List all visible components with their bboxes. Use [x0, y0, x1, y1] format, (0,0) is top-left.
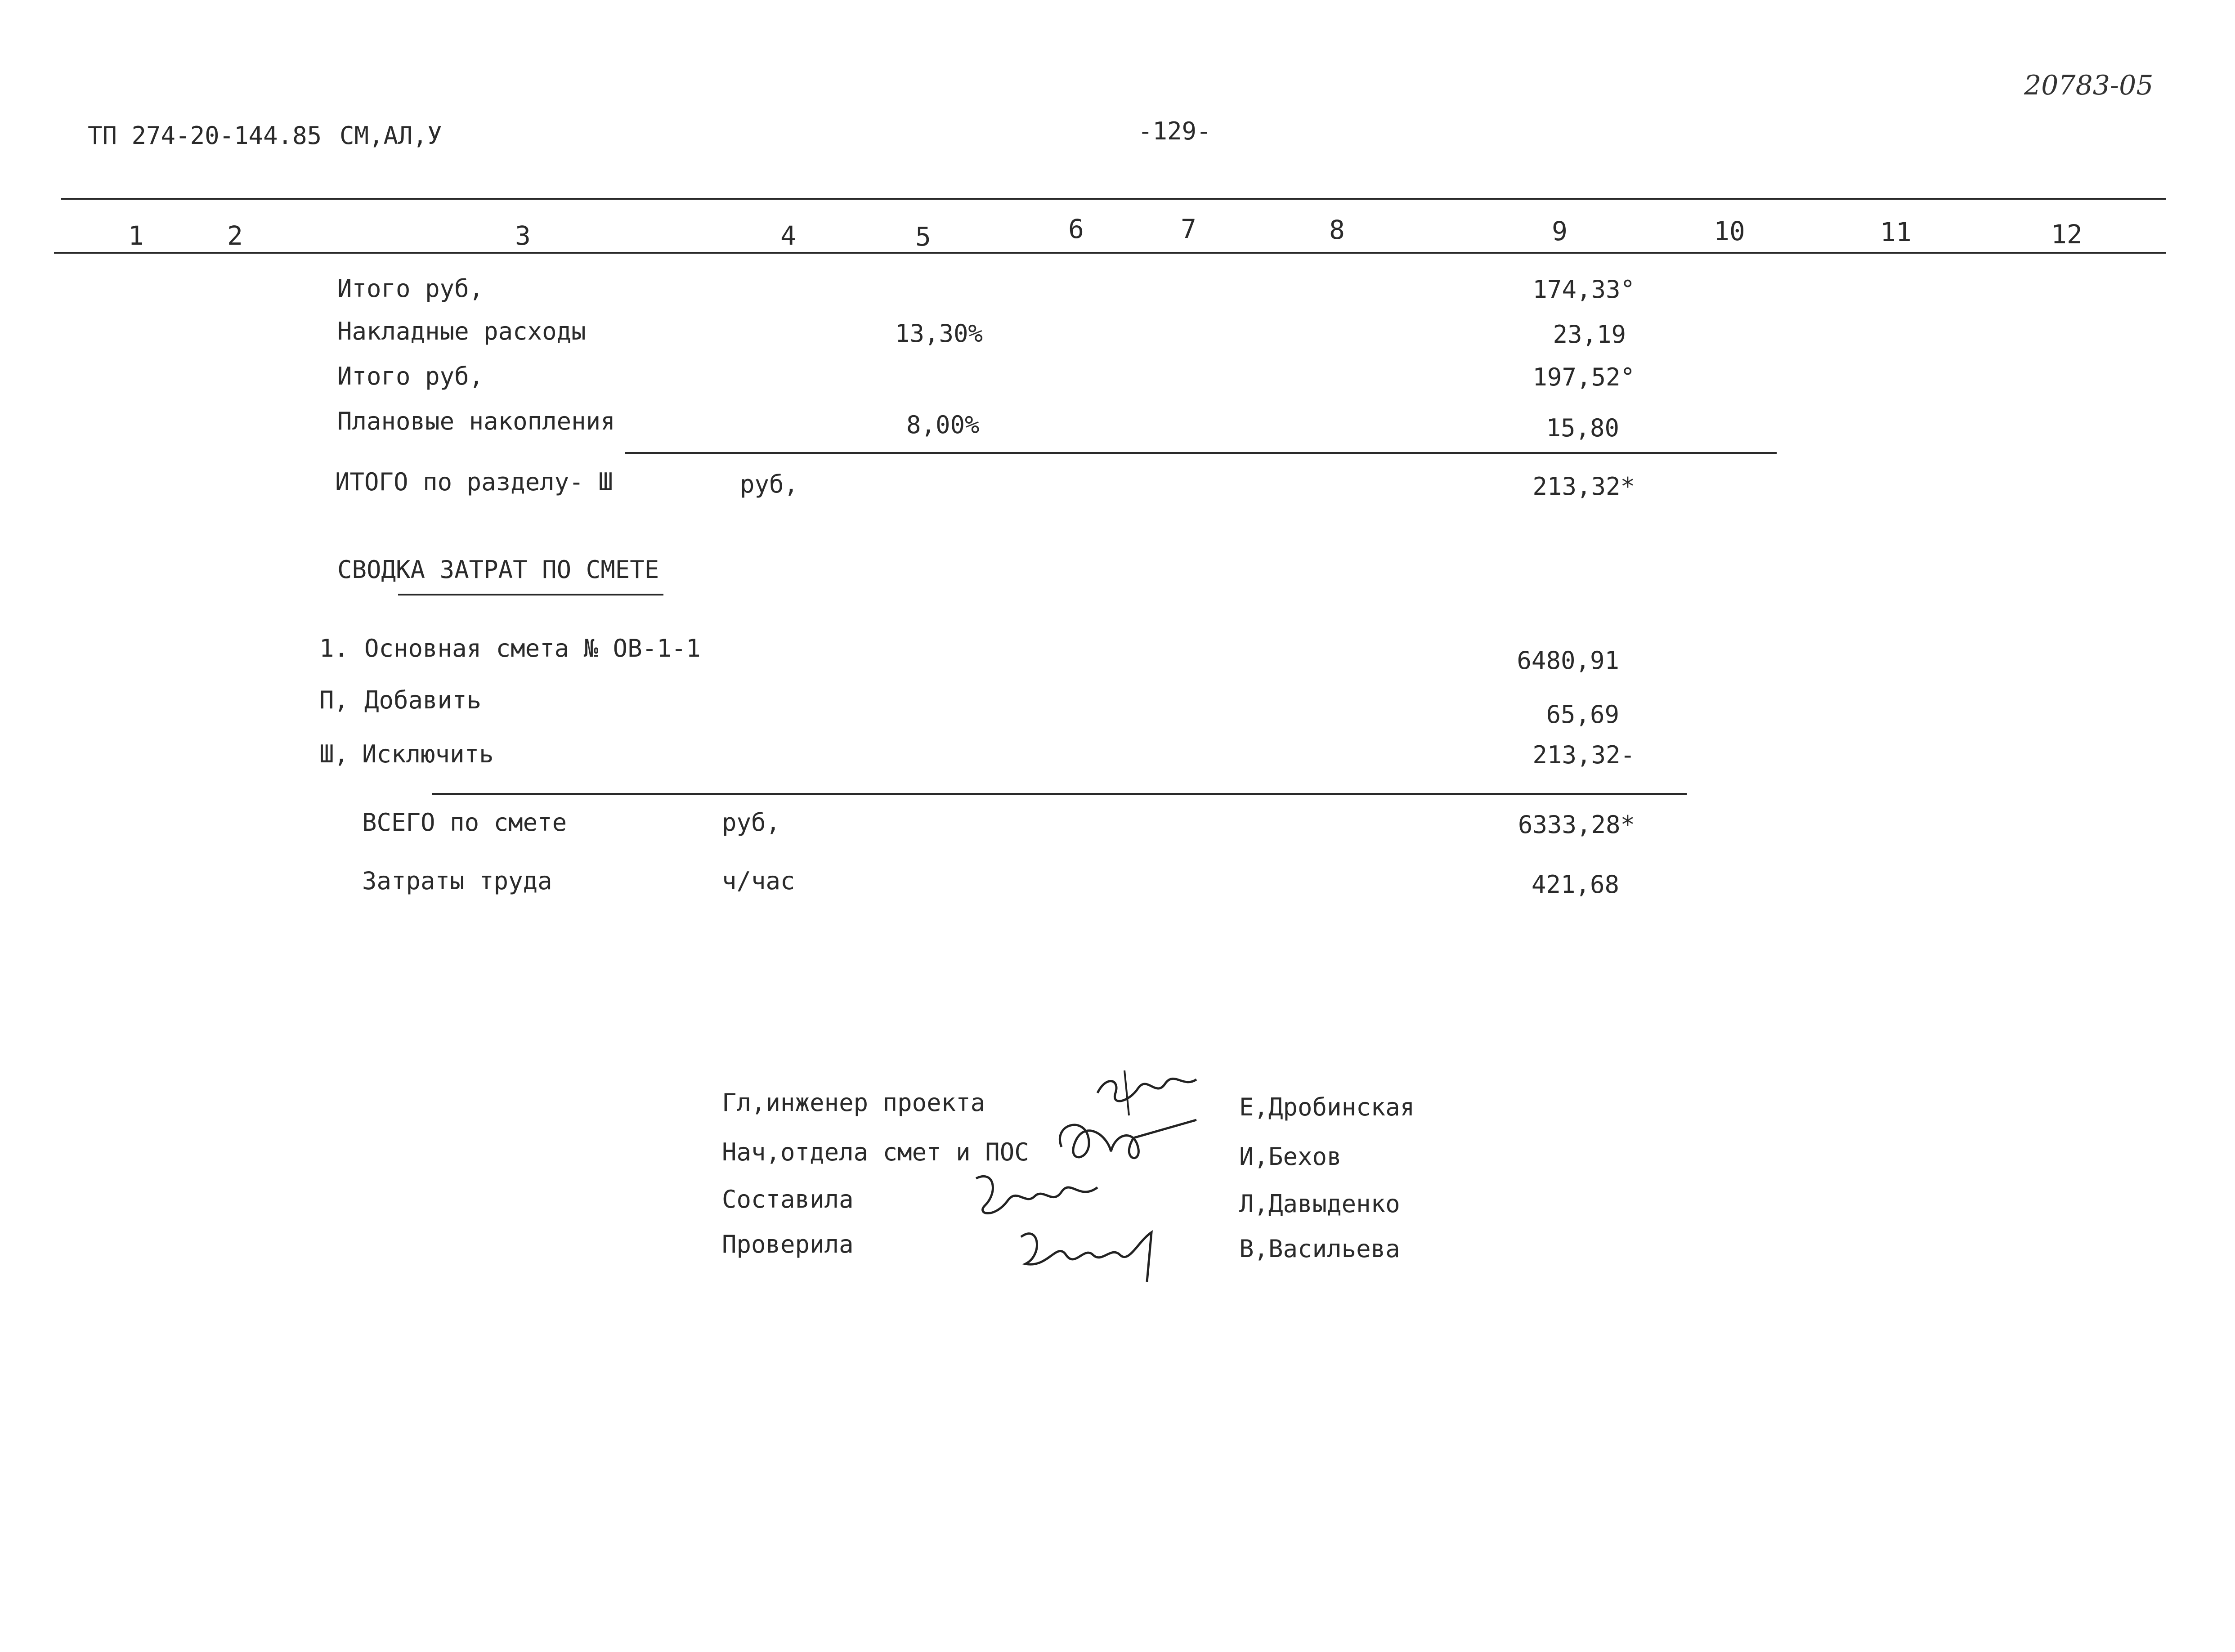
row-value: 174,33°: [1532, 275, 1635, 304]
summary-item-label: Добавить: [364, 686, 482, 714]
summary-title: СВОДКА ЗАТРАТ ПО СМЕТЕ: [337, 555, 659, 584]
column-number-3: 3: [515, 220, 531, 251]
signature-name: Л,Давыденко: [1239, 1190, 1400, 1218]
column-number-11: 11: [1880, 217, 1912, 247]
summary-item-number: Ш,: [319, 740, 349, 768]
document-suffix: СМ,АЛ,У: [340, 121, 442, 150]
column-number-5: 5: [915, 221, 931, 252]
signature-name: Е,Дробинская: [1239, 1093, 1415, 1121]
signature-role: Составила: [722, 1185, 854, 1213]
row-label: Итого руб,: [337, 274, 484, 303]
column-number-9: 9: [1552, 216, 1568, 246]
summary-item-label: Основная смета № ОВ-1-1: [364, 634, 701, 663]
labor-label: Затраты труда: [362, 867, 552, 895]
section-total-unit: руб,: [740, 470, 799, 498]
row-label: Плановые накопления: [337, 407, 615, 435]
signature-role: Нач,отдела смет и ПОС: [722, 1138, 1029, 1166]
section-total-value: 213,32*: [1532, 472, 1635, 501]
table-top-rule: [61, 198, 2166, 200]
column-number-4: 4: [780, 220, 796, 251]
subtotal-rule: [625, 452, 1777, 454]
column-number-6: 6: [1068, 214, 1084, 244]
column-number-2: 2: [227, 220, 243, 251]
column-number-1: 1: [128, 220, 144, 251]
column-number-12: 12: [2051, 219, 2083, 250]
signature-role: Гл,инженер проекта: [722, 1088, 985, 1117]
summary-total-label: ВСЕГО по смете: [362, 808, 567, 837]
summary-item-value: 65,69: [1546, 700, 1619, 729]
labor-unit: ч/час: [722, 867, 795, 895]
column-number-10: 10: [1714, 216, 1745, 246]
row-label: Итого руб,: [337, 362, 484, 390]
summary-item-number: 1.: [319, 634, 349, 663]
row-rate: 8,00%: [906, 411, 980, 439]
signature-name: И,Бехов: [1239, 1142, 1342, 1171]
row-label: Накладные расходы: [337, 317, 586, 345]
handwritten-signature-4: [1008, 1214, 1169, 1286]
summary-total-unit: руб,: [722, 808, 781, 837]
page-number: -129-: [1138, 117, 1211, 145]
summary-title-underline: [398, 594, 663, 595]
row-value: 23,19: [1553, 320, 1626, 349]
row-value: 15,80: [1546, 414, 1619, 442]
summary-item-number: П,: [319, 686, 349, 714]
signature-name: В,Васильева: [1239, 1235, 1400, 1263]
signature-role: Проверила: [722, 1230, 854, 1258]
labor-value: 421,68: [1531, 870, 1619, 899]
summary-item-value: 213,32-: [1532, 741, 1635, 769]
summary-total-rule: [432, 793, 1687, 795]
summary-item-value: 6480,91: [1517, 646, 1619, 675]
archive-number: 20783-05: [2024, 70, 2154, 101]
row-rate: 13,30%: [895, 319, 983, 348]
section-total-label: ИТОГО по разделу- Ш: [335, 468, 613, 496]
table-header-bottom-rule: [54, 252, 2166, 254]
column-number-8: 8: [1329, 215, 1345, 245]
column-number-7: 7: [1181, 214, 1196, 244]
row-value: 197,52°: [1532, 363, 1635, 391]
summary-total-value: 6333,28*: [1518, 810, 1635, 839]
document-code: ТП 274-20-144.85: [88, 121, 322, 150]
summary-item-label: Исключить: [362, 740, 494, 768]
